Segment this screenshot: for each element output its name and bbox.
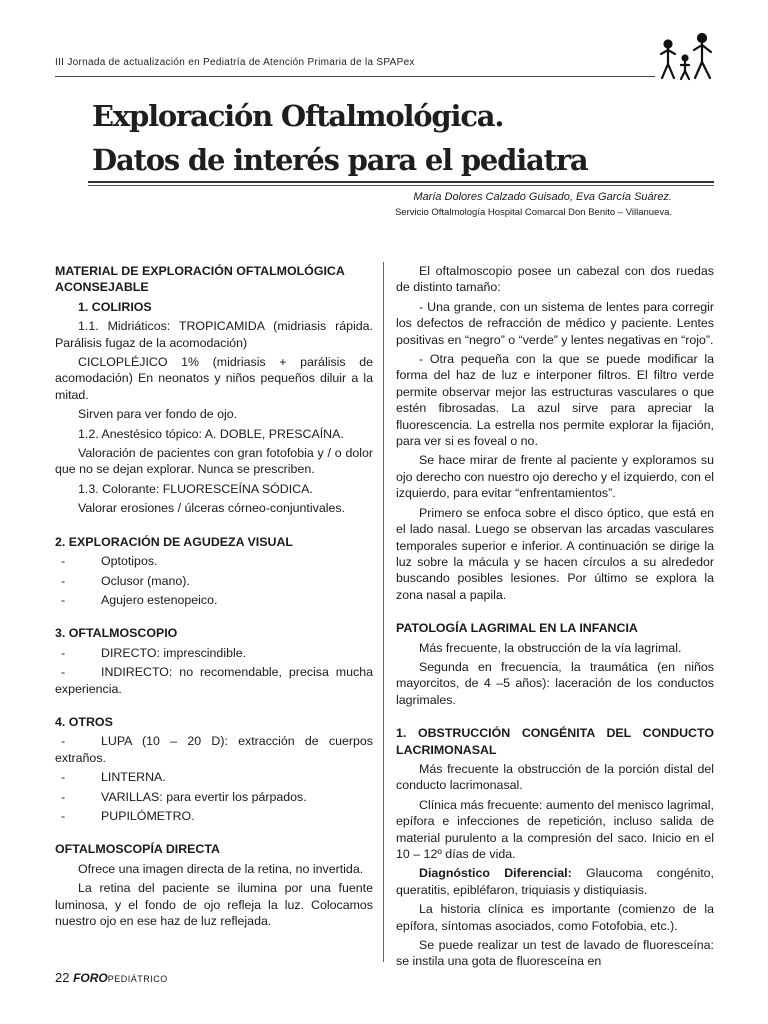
list-item: - VARILLAS: para evertir los párpados. [61,789,307,804]
title-rule [88,181,714,183]
journal-name: FORO [73,971,108,985]
journal-name-suffix: PEDIÁTRICO [107,974,168,984]
section-heading: 1. OBSTRUCCIÓN CONGÉNITA DEL CONDUCTO LACRIMONASAL [396,726,714,757]
paragraph: Se hace mirar de frente al paciente y exploramos su ojo derecho con nuestro ojo derecho y el izquierdo, con el izquierdo, para evitar “enfrentamientos”. [396,453,714,501]
title-line-2: Datos de interés para el pediatra [92,143,588,177]
paragraph: Se puede realizar un test de lavado de fluoresceína: se instila una gota de fluoresceína en [396,938,714,969]
title-rule-thin [88,185,714,186]
paragraph: 1.1. Midriáticos: TROPICAMIDA (midriasis rápida. Parálisis fugaz de la acomodación) [55,319,373,350]
paragraph: Valorar erosiones / úlceras córneo-conjuntivales. [78,501,345,516]
list-item: - LUPA (10 – 20 D): extracción de cuerpos extraños. [55,734,373,765]
section-heading: 4. OTROS [55,714,113,729]
page-number: 22 [55,970,70,985]
list-item: - PUPILÓMETRO. [61,808,195,823]
column-divider [383,262,384,962]
paragraph: Ofrece una imagen directa de la retina, no invertida. [78,861,364,876]
section-heading: OFTALMOSCOPÍA DIRECTA [55,842,220,857]
paragraph: Más frecuente, la obstrucción de la vía lagrimal. [419,640,682,655]
paragraph: Primero se enfoca sobre el disco óptico, que está en el lado nasal. Luego se observan las arcadas vasculares temporales superior e inferior. A continuación se dirige la luz sobre la mácula y se hacen círculos a su alrededor buscando posibles lesiones. Por último se explora la zona nasal a papila. [396,505,714,602]
list-item: - Optotipos. [61,554,158,569]
paragraph: Sirven para ver fondo de ojo. [78,407,238,422]
running-header: III Jornada de actualización en Pediatría de Atención Primaria de la SPAPex [55,57,415,68]
paragraph: Más frecuente la obstrucción de la porción distal del conducto lacrimonasal. [396,761,714,793]
paragraph: - Otra pequeña con la que se puede modificar la forma del haz de luz e interponer filtros. El filtro verde permite observar mejor las estructuras vasculares o que estén fibrosadas. La azul sirve para apreciar la fluorescencia. La estrella nos permite explorar la fijación, para ver si es foveal o no. [396,352,714,449]
authors: María Dolores Calzado Guisado, Eva García Suárez. [413,191,672,203]
paragraph: Segunda en frecuencia, la traumática (en niños mayorcitos, de 4 –5 años): laceración de los conductos lagrimales. [396,659,714,707]
section-heading: 3. OFTALMOSCOPIO [55,626,178,641]
affiliation: Servicio Oftalmología Hospital Comarcal Don Benito – Villanueva. [394,207,672,218]
page-footer [55,970,168,985]
list-item: - INDIRECTO: no recomendable, precisa mucha experiencia. [55,665,373,696]
paragraph: La retina del paciente se ilumina por una fuente luminosa, y el fondo de ojo refleja la luz. Colocamos nuestro ojo en ese haz de luz reflejada. [55,881,373,928]
list-item: - Agujero estenopeico. [61,592,218,607]
paragraph: 1.3. Colorante: FLUORESCEÍNA SÓDICA. [78,481,313,496]
header-rule [55,76,655,77]
paragraph: CICLOPLÉJICO 1% (midriasis + parálisis de acomodación) En neonatos y niños pequeños diluir a la mitad. [55,355,373,402]
paragraph: La historia clínica es importante (comienzo de la epífora, síntomas asociados, como Fotofobia, etc.). [396,902,714,933]
paragraph: Clínica más frecuente: aumento del menisco lagrimal, epífora e infecciones de repetición, incluso salida de material purulento a la compresión del saco. Inicio en el 10 – 12º días de vida. [396,797,714,861]
left-column [55,263,373,932]
title-line-1: Exploración Oftalmológica. [92,99,504,133]
list-item: - DIRECTO: imprescindible. [61,645,247,660]
family-figures-icon [655,32,719,84]
paragraph: Valoración de pacientes con gran fotofobia y / o dolor que no se dejan explorar. Nunca se prescriben. [55,446,373,477]
list-item: - Oclusor (mano). [61,573,190,588]
paragraph: 1.2. Anestésico tópico: A. DOBLE, PRESCAÍNA. [78,426,344,441]
paragraph: Diagnóstico Diferencial: Glaucoma congénito, queratitis, epibléfaron, triquiasis y distiquiasis. [396,866,714,897]
section-heading: PATOLOGÍA LAGRIMAL EN LA INFANCIA [396,621,638,636]
section-heading: 2. EXPLORACIÓN DE AGUDEZA VISUAL [55,534,293,549]
list-item: - LINTERNA. [61,770,166,785]
subsection-heading: 1. COLIRIOS [78,299,152,314]
inline-label: Diagnóstico Diferencial: [419,866,572,881]
article-title [92,94,588,182]
paragraph: - Una grande, con un sistema de lentes para corregir los defectos de refracción de médico y paciente. Lentes positivas en “negro” o “verde” y lentes negativas en “rojo”. [396,299,714,347]
section-heading: MATERIAL DE EXPLORACIÓN OFTALMOLÓGICA ACONSEJABLE [55,264,345,295]
paragraph: El oftalmoscopio posee un cabezal con dos ruedas de distinto tamaño: [396,264,714,295]
right-column [396,263,714,973]
